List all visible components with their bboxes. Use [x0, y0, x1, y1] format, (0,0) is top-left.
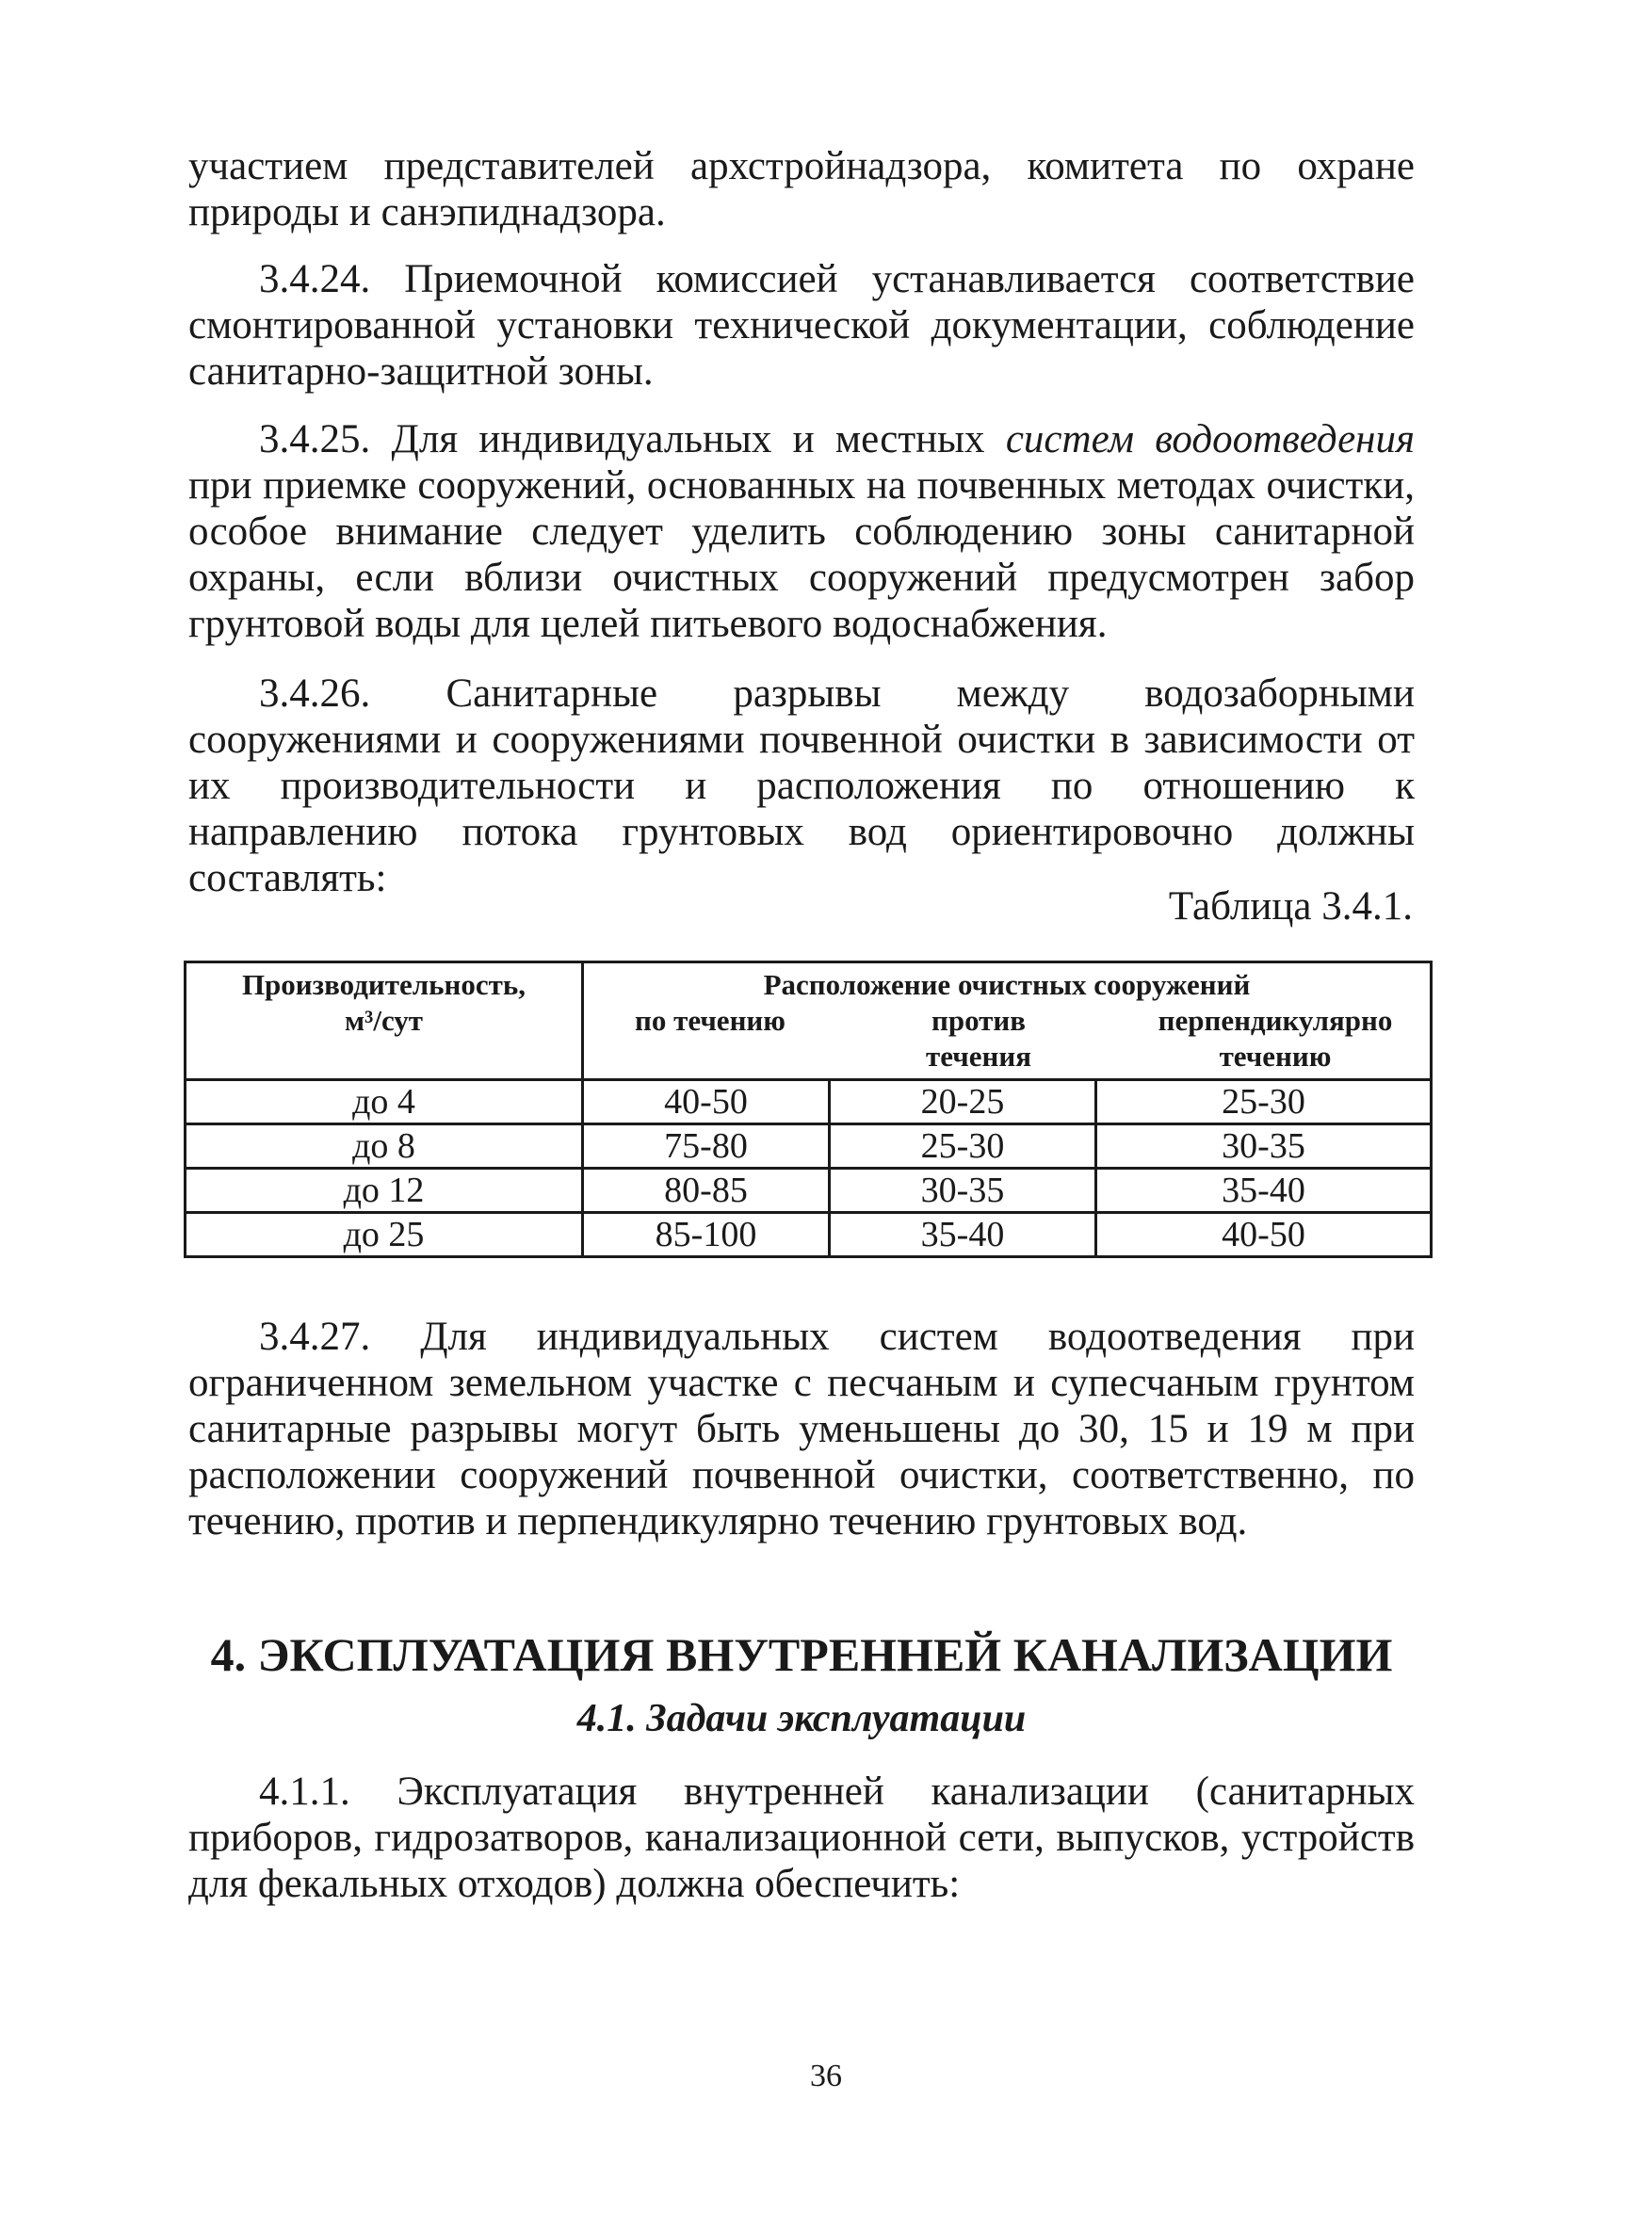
sanitary-gaps-table — [184, 961, 1433, 1258]
cell-upstream: 25-30 — [830, 1124, 1096, 1169]
paragraph-3-4-27 — [188, 1314, 1415, 1544]
cell-perpendicular: 30-35 — [1096, 1124, 1432, 1169]
paragraph-continuation — [188, 143, 1415, 235]
cell-capacity: до 4 — [186, 1080, 583, 1124]
cell-downstream: 75-80 — [583, 1124, 830, 1169]
table-row — [186, 1213, 1432, 1257]
paragraph-3-4-24 — [188, 256, 1415, 395]
paragraph-text — [188, 416, 1415, 647]
page-number: 36 — [810, 2059, 842, 2093]
header-location-label: Расположение очистных сооружений — [763, 968, 1251, 1001]
paragraph-text-part: 3.4.25. Для индивидуальных и местных — [259, 417, 1006, 461]
table-header-row — [186, 962, 1432, 1080]
cell-downstream: 80-85 — [583, 1169, 830, 1213]
cell-capacity: до 8 — [186, 1124, 583, 1169]
subheader-perpendicular: перпендикулярно течению — [1158, 1004, 1393, 1073]
table-caption: Таблица 3.4.1. — [1168, 884, 1413, 929]
table-row — [186, 1080, 1432, 1124]
paragraph-3-4-26 — [188, 671, 1415, 901]
cell-upstream: 35-40 — [830, 1213, 1096, 1257]
table-row — [186, 1169, 1432, 1213]
cell-capacity: до 12 — [186, 1169, 583, 1213]
subheader-downstream: по течению — [635, 1004, 786, 1037]
subsection-title: 4.1. Задачи эксплуатации — [576, 1697, 1027, 1740]
cell-perpendicular: 35-40 — [1096, 1169, 1432, 1213]
cell-downstream: 40-50 — [583, 1080, 830, 1124]
header-capacity-unit: м³/сут — [344, 1004, 424, 1037]
paragraph-text: 3.4.24. Приемочной комиссией устанавливается соответствие смонтированной установки технической документации, соблюдение санитарно-защитной зоны. — [188, 257, 1415, 394]
cell-downstream: 85-100 — [583, 1213, 830, 1257]
paragraph-text-part: при приемке сооружений, основанных на почвенных методах очистки, особое внимание следует уделить соблюдению зоны санитарной охраны, если вблизи очистных сооружений предусмотрен забор грунтовой воды для целей питьевого водоснабжения. — [188, 463, 1415, 646]
table-row — [186, 1124, 1432, 1169]
header-location — [583, 962, 1432, 1080]
emphasis-text: систем водоотведения — [1005, 417, 1416, 461]
section-title: 4. ЭКСПЛУАТАЦИЯ ВНУТРЕННЕЙ КАНАЛИЗАЦИИ — [210, 1628, 1393, 1681]
paragraph-3-4-25 — [188, 416, 1415, 647]
cell-perpendicular: 40-50 — [1096, 1213, 1432, 1257]
paragraph-text: участием представителей архстройнадзора, комитета по охране природы и санэпиднадзора. — [188, 144, 1415, 234]
header-capacity-label: Производительность, — [241, 968, 526, 1001]
cell-upstream: 30-35 — [830, 1169, 1096, 1213]
paragraph-text: 3.4.27. Для индивидуальных систем водоотведения при ограниченном земельном участке с песчаным и супесчаным грунтом санитарные разрывы могут быть уменьшены до 30, 15 и 19 м при расположении сооружений почвенной очистки, соответственно, по течению, против и перпендикулярно течению грунтовых вод. — [188, 1315, 1415, 1543]
subheader-upstream: против течения — [926, 1004, 1031, 1073]
header-capacity — [186, 962, 583, 1080]
cell-upstream: 20-25 — [830, 1080, 1096, 1124]
cell-perpendicular: 25-30 — [1096, 1080, 1432, 1124]
paragraph-text: 3.4.26. Санитарные разрывы между водозаборными сооружениями и сооружениями почвенной очистки в зависимости от их производительности и расположения по отношению к направлению потока грунтовых вод ориентировочно должны составлять: — [188, 671, 1415, 900]
cell-capacity: до 25 — [186, 1213, 583, 1257]
paragraph-4-1-1 — [188, 1769, 1415, 1907]
paragraph-text: 4.1.1. Эксплуатация внутренней канализации (санитарных приборов, гидрозатворов, канализационной сети, выпусков, устройств для фекальных отходов) должна обеспечить: — [188, 1769, 1415, 1906]
header-location-subheaders — [584, 1003, 1430, 1075]
